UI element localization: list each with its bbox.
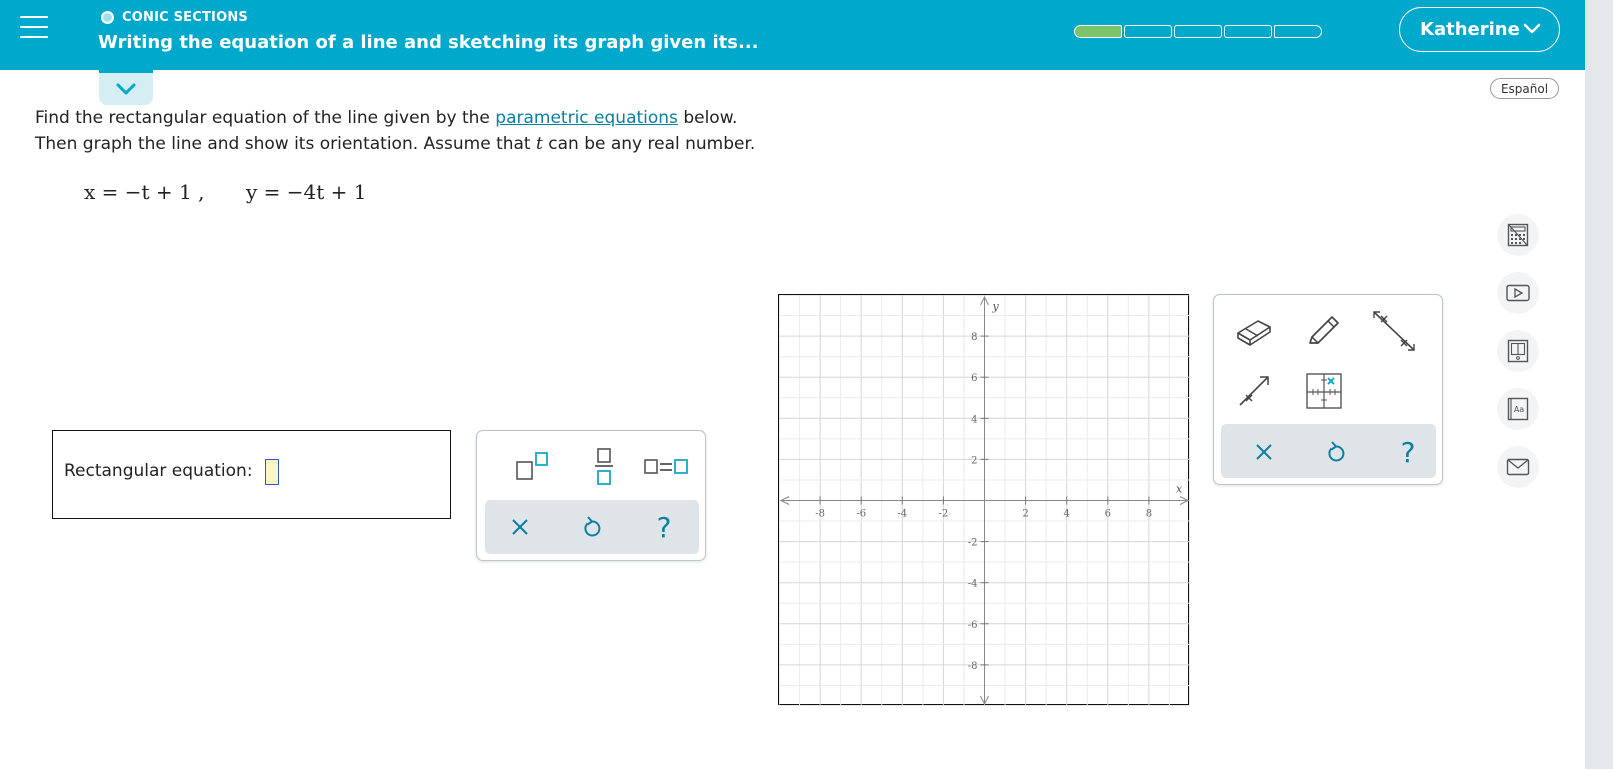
x-tick-label: 8: [1145, 508, 1153, 520]
math-palette: [476, 430, 706, 561]
y-tick-label: 4: [971, 414, 978, 426]
answer-box: [52, 430, 451, 519]
menu-icon[interactable]: [20, 16, 48, 40]
y-tick-label: -8: [967, 660, 978, 672]
graph-undo-button[interactable]: [1308, 426, 1364, 478]
topic-label: [101, 10, 248, 25]
coordinate-graph[interactable]: [778, 294, 1189, 705]
variable-t: t: [536, 134, 543, 154]
x-tick-label: -8: [815, 508, 825, 520]
x-tick-label: -2: [938, 508, 949, 520]
equation-x: x = −t + 1 ,: [84, 180, 205, 204]
calculator-icon: [1507, 223, 1529, 247]
close-icon: [510, 517, 530, 537]
textbook-icon: [1507, 339, 1529, 363]
progress-segment: [1274, 25, 1322, 38]
instruction-text: below.: [683, 108, 738, 128]
undo-button[interactable]: [567, 504, 617, 550]
graph-clear-button[interactable]: [1236, 426, 1292, 478]
answer-label: Rectangular equation:: [64, 461, 253, 481]
x-tick-label: -4: [897, 508, 908, 520]
scrollbar-track[interactable]: [1585, 0, 1613, 769]
progress-segment: [1124, 25, 1172, 38]
line-tool-icon: [1370, 309, 1418, 353]
help-icon: ?: [1400, 435, 1416, 469]
superscript-template-icon: [514, 450, 550, 484]
eraser-icon: [1234, 313, 1274, 349]
instruction-text: can be any real number.: [548, 134, 756, 154]
y-tick-label: 8: [971, 332, 978, 344]
progress-segment: [1174, 25, 1222, 38]
topic-text: CONIC SECTIONS: [122, 10, 248, 25]
equation-template-icon: [642, 455, 692, 479]
y-tick-label: 6: [971, 373, 978, 385]
point-tool-button[interactable]: [1296, 365, 1352, 417]
glossary-icon: [1507, 397, 1529, 421]
chevron-down-icon: [116, 83, 136, 95]
video-button[interactable]: [1497, 272, 1539, 314]
instruction-text: Find the rectangular equation of the line given by the: [35, 108, 490, 128]
x-tick-label: 4: [1063, 508, 1070, 520]
textbook-button[interactable]: [1497, 330, 1539, 372]
user-menu-button[interactable]: [1399, 7, 1560, 52]
progress-bar: [1074, 25, 1322, 38]
calculator-button[interactable]: [1497, 214, 1539, 256]
point-tool-icon: [1305, 372, 1343, 410]
instruction-line-1: [35, 108, 737, 128]
y-tick-label: -4: [967, 578, 978, 590]
close-icon: [1254, 442, 1274, 462]
svg-text:Aa: Aa: [1513, 405, 1525, 414]
message-button[interactable]: [1497, 446, 1539, 488]
equation-button[interactable]: [642, 444, 692, 490]
rectangular-equation-input[interactable]: [265, 459, 279, 485]
eraser-tool-button[interactable]: [1226, 305, 1282, 357]
y-tick-label: -6: [967, 619, 978, 631]
chevron-down-icon: [1523, 23, 1541, 35]
fraction-template-icon: [592, 447, 616, 487]
graph-canvas[interactable]: [779, 295, 1190, 706]
help-button[interactable]: [639, 504, 689, 550]
top-bar: [0, 0, 1585, 70]
instruction-text: Then graph the line and show its orientation. Assume that: [35, 134, 531, 154]
graph-tools-panel: [1213, 294, 1443, 485]
equation-y: y = −4t + 1: [246, 180, 367, 204]
pencil-tool-button[interactable]: [1296, 305, 1352, 357]
ray-tool-button[interactable]: [1226, 365, 1282, 417]
x-tick-label: 6: [1104, 508, 1111, 520]
superscript-button[interactable]: [507, 444, 557, 490]
topic-dot-icon: [101, 11, 114, 24]
x-tick-label: -6: [856, 508, 867, 520]
parametric-equations-link[interactable]: parametric equations: [495, 108, 678, 128]
user-name: Katherine: [1420, 19, 1520, 40]
y-axis-label: y: [992, 300, 999, 313]
progress-segment: [1074, 25, 1122, 38]
glossary-button[interactable]: [1497, 388, 1539, 430]
clear-button[interactable]: [495, 504, 545, 550]
message-icon: [1506, 458, 1530, 476]
collapse-header-button[interactable]: [99, 70, 153, 105]
fraction-button[interactable]: [579, 444, 629, 490]
y-tick-label: 2: [971, 455, 978, 467]
video-icon: [1506, 284, 1530, 302]
y-tick-label: -2: [967, 537, 978, 549]
ray-tool-icon: [1234, 371, 1274, 411]
line-tool-button[interactable]: [1366, 305, 1422, 357]
graph-help-button[interactable]: [1380, 426, 1436, 478]
undo-icon: [1325, 440, 1347, 464]
progress-segment: [1224, 25, 1272, 38]
language-button[interactable]: Español: [1490, 78, 1559, 99]
pencil-icon: [1304, 311, 1344, 351]
page-title: Writing the equation of a line and sketching its graph given its...: [98, 32, 759, 53]
instruction-line-2: [35, 134, 755, 154]
x-tick-label: 2: [1022, 508, 1029, 520]
help-icon: ?: [656, 510, 672, 544]
undo-icon: [581, 515, 603, 539]
x-axis-label: x: [1176, 482, 1183, 496]
